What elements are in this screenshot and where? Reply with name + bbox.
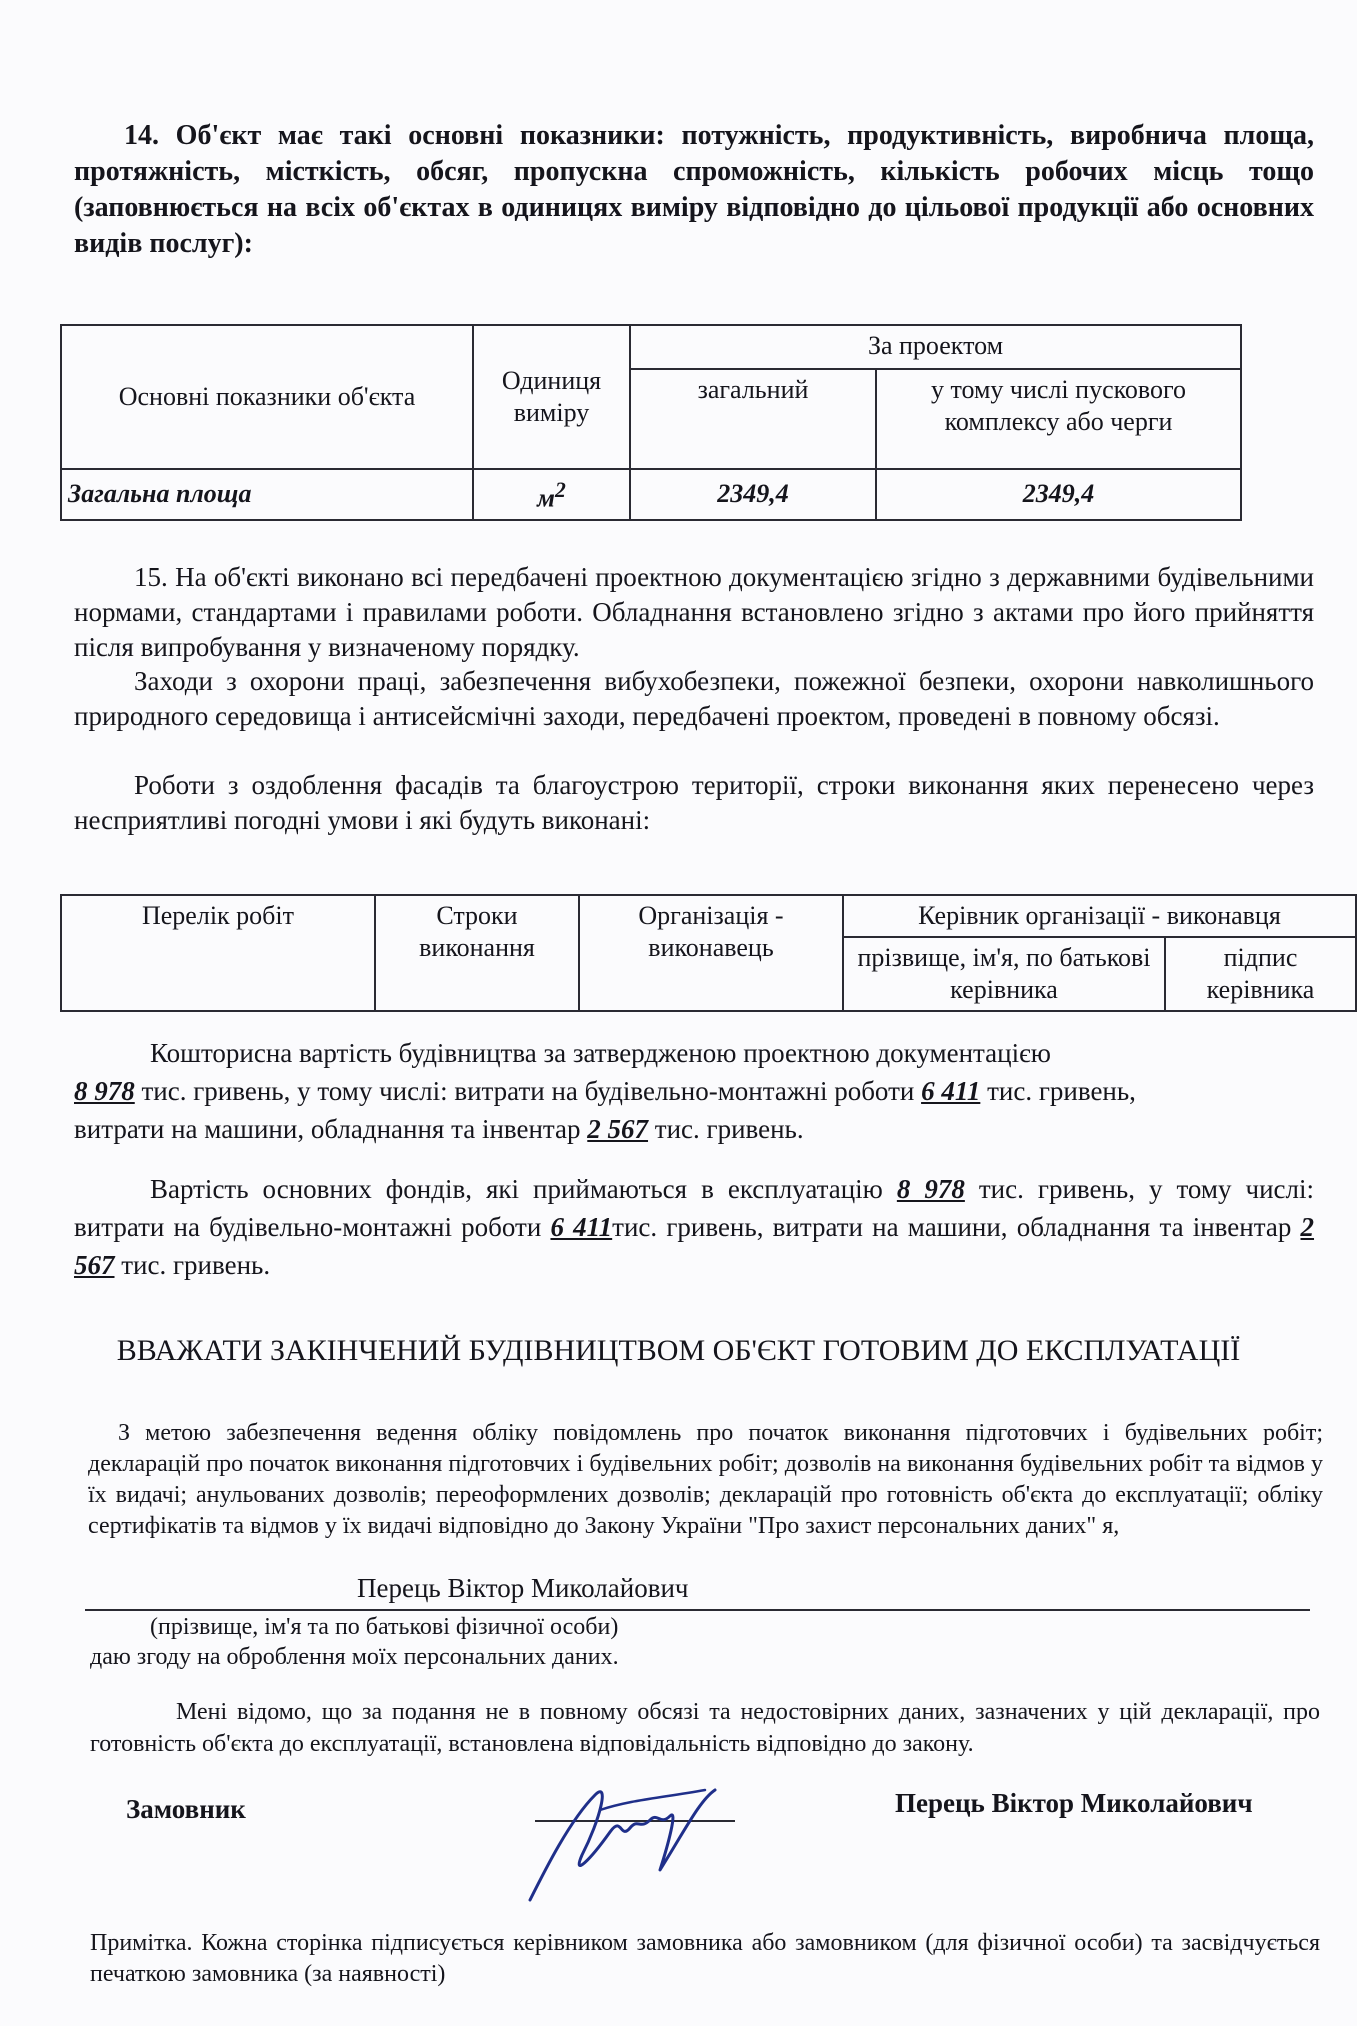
col-indicator-header: Основні показники об'єкта — [61, 325, 473, 469]
page-note: Примітка. Кожна сторінка підписується керівником замовника або замовником (для фізичної особи) та засвідчується печаткою замовника (за наявності) — [90, 1930, 1320, 1987]
col-works-header: Перелік робіт — [61, 895, 375, 1011]
funds-paragraph — [74, 1170, 1314, 1284]
text-fragment: тис. гривень. — [114, 1250, 271, 1280]
unit-superscript: 2 — [554, 478, 566, 502]
person-name-line — [85, 1573, 1310, 1611]
funds-construction-value: 6 411 — [550, 1212, 613, 1242]
table-row — [61, 469, 1241, 520]
liability-paragraph: Мені відомо, що за подання не в повному обсязі та недостовірних даних, зазначених у цій декларації, про готовність об'єкта до експлуатації, встановлена відповідальність відповідно до закону. — [90, 1699, 1320, 1757]
text-fragment: Вартість основних фондів, які приймаються в експлуатацію — [150, 1174, 897, 1204]
person-name: Перець Віктор Миколайович — [357, 1573, 689, 1603]
col-terms-header: Строки виконання — [375, 895, 579, 1011]
col-total-header: загальний — [630, 369, 876, 469]
row-total: 2349,4 — [630, 469, 876, 520]
row-unit — [473, 469, 630, 520]
col-startup-header: у тому числі пускового комплексу або черги — [876, 369, 1241, 469]
col-name-header: прізвище, ім'я, по батькові керівника — [843, 937, 1165, 1011]
head-group-header: Керівник організації - виконавця — [843, 895, 1356, 937]
estimate-line-3 — [74, 1110, 1314, 1148]
deferred-works-table — [60, 894, 1357, 1012]
col-org-header: Організація - виконавець — [579, 895, 843, 1011]
text-fragment: тис. гривень, у тому числі: витрати на будівельно-монтажні роботи — [74, 1174, 1314, 1242]
section-15-p3: Роботи з оздоблення фасадів та благоустрою території, строки виконання яких перенесено через несприятливі погодні умови і які будуть виконані: — [74, 770, 1314, 835]
col-unit-header: Одиниця виміру — [473, 325, 630, 469]
row-indicator: Загальна площа — [61, 469, 473, 520]
col-sign-header: підпис керівника — [1165, 937, 1356, 1011]
text-fragment: тис. гривень. — [648, 1114, 804, 1144]
estimate-intro: Кошторисна вартість будівництва за затвердженою проектною документацією — [150, 1038, 1051, 1068]
consent-end: даю згоду на оброблення моїх персональних даних. — [90, 1644, 619, 1670]
consent-paragraph: З метою забезпечення ведення обліку повідомлень про початок виконання підготовчих і будівельних робіт; декларацій про початок виконання підготовчих і будівельних робіт; дозволів на виконання будівельних робіт та відмов у їх видачі; анульованих дозволів; переоформлених дозволів; декларацій про готовність об'єкта до експлуатації; обліку сертифікатів та відмов у їх видачі відповідно до Закону України "Про захист персональних даних" я, — [88, 1420, 1323, 1539]
funds-total-value: 8 978 — [896, 1174, 965, 1204]
text-fragment: тис. гривень, у тому числі: витрати на будівельно-монтажні роботи — [134, 1076, 922, 1106]
customer-role-label: Замовник — [126, 1794, 246, 1824]
section-15-p2: Заходи з охорони праці, забезпечення вибухобезпеки, пожежної безпеки, охорони навколишнього природного середовища і антисейсмічні заходи, передбачені проектом, проведені в повному обсязі. — [74, 666, 1314, 731]
name-caption: (прізвище, ім'я та по батькові фізичної особи) — [150, 1614, 619, 1640]
section-15-p1: 15. На об'єкті виконано всі передбачені проектною документацією згідно з державними будівельними нормами, стандартами і правилами роботи. Обладнання встановлено згідно з актами про його прийняття після випробування у визначеному порядку. — [74, 562, 1314, 662]
estimate-construction-value: 6 411 — [921, 1076, 981, 1106]
unit-base: м — [537, 483, 555, 513]
text-fragment: тис. гривень, — [980, 1076, 1136, 1106]
text-fragment: витрати на машини, обладнання та інвентар — [74, 1114, 588, 1144]
project-group-header: За проектом — [630, 325, 1241, 369]
conclusion-heading: ВВАЖАТИ ЗАКІНЧЕНИЙ БУДІВНИЦТВОМ ОБ'ЄКТ ГОТОВИМ ДО ЕКСПЛУАТАЦІЇ — [116, 1334, 1241, 1367]
section-14-text: 14. Об'єкт має такі основні показники: потужність, продуктивність, виробнича площа, протяжність, місткість, обсяг, пропускна спроможність, кількість робочих місць тощо (заповнюється на всіх об'єктах в одиницях виміру відповідно до цільової продукції або основних видів послуг): — [74, 120, 1314, 259]
signer-name: Перець Віктор Миколайович — [895, 1788, 1253, 1818]
estimate-equipment-value: 2 567 — [587, 1114, 649, 1144]
estimate-total-value: 8 978 — [74, 1076, 135, 1106]
handwritten-signature — [500, 1760, 750, 1910]
estimate-line-2 — [74, 1072, 1314, 1110]
text-fragment: тис. гривень, витрати на машини, обладнання та інвентар — [612, 1212, 1301, 1242]
indicators-table — [60, 324, 1242, 521]
estimate-paragraph — [74, 1034, 1314, 1148]
row-startup: 2349,4 — [876, 469, 1241, 520]
funds-equipment-value: 2 567 — [74, 1212, 1315, 1280]
